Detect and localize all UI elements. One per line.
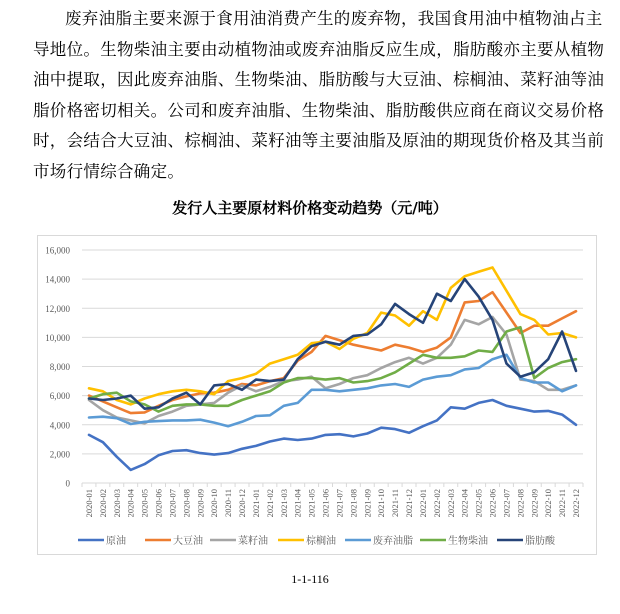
x-tick-label: 2020-07 (167, 489, 178, 518)
y-tick-label: 4,000 (49, 420, 70, 431)
x-tick-label: 2020-10 (209, 489, 220, 518)
paragraph-line: 油中提取，因此废弃油脂、生物柴油、脂肪酸与大豆油、棕榈油、菜籽油等油 (33, 70, 605, 90)
x-tick-label: 2022-02 (431, 489, 442, 518)
x-tick-label: 2022-09 (529, 488, 540, 518)
x-tick-label: 2022-03 (445, 489, 456, 518)
x-tick-label: 2021-08 (348, 489, 359, 518)
x-tick-label: 2020-05 (139, 489, 150, 518)
paragraph-line: 市场行情综合确定。 (33, 161, 185, 181)
x-tick-label: 2021-09 (362, 489, 373, 518)
x-tick-label: 2021-11 (390, 489, 401, 518)
legend-label: 菜籽油 (238, 536, 268, 547)
legend-label: 大豆油 (173, 536, 203, 547)
x-tick-label: 2022-05 (473, 489, 484, 518)
legend-label: 脂肪酸 (525, 536, 555, 547)
chart-container (37, 235, 597, 555)
y-tick-label: 6,000 (49, 391, 70, 402)
y-axis-ticks (45, 246, 70, 489)
x-tick-label: 2022-01 (417, 489, 428, 518)
y-tick-label: 14,000 (45, 274, 70, 285)
x-tick-label: 2022-07 (501, 489, 512, 518)
paragraph-line: 时，会结合大豆油、棕榈油、菜籽油等主要油脂及原油的期现货价格及其当前 (33, 131, 605, 151)
legend-label: 原油 (106, 536, 126, 547)
paragraph-line: 脂价格密切相关。公司和废弃油脂、生物柴油、脂肪酸供应商在商议交易价格 (33, 100, 605, 120)
x-tick-label: 2020-09 (195, 489, 206, 518)
x-tick-label: 2022-10 (543, 489, 554, 518)
x-tick-label: 2020-11 (223, 489, 234, 518)
x-tick-label: 2022-04 (459, 489, 470, 518)
x-tick-label: 2021-02 (264, 489, 275, 518)
paragraph-line: 导地位。生物柴油主要由动植物油或废弃油脂反应生成，脂肪酸亦主要从植物 (33, 39, 605, 59)
x-tick-label: 2021-01 (250, 489, 261, 518)
y-tick-label: 12,000 (45, 303, 70, 314)
x-tick-label: 2022-12 (571, 489, 582, 518)
x-tick-label: 2021-07 (334, 489, 345, 518)
x-tick-label: 2021-12 (404, 489, 415, 518)
page-number: 1-1-116 (291, 572, 329, 586)
x-tick-label: 2020-08 (181, 489, 192, 518)
x-tick-label: 2021-06 (320, 489, 331, 518)
series-line (89, 327, 576, 411)
y-tick-label: 8,000 (49, 362, 70, 372)
x-tick-label: 2021-03 (278, 489, 289, 518)
paragraph-line: 废弃油脂主要来源于食用油消费产生的废弃物，我国食用油中植物油占主 (65, 9, 603, 28)
chart-title: 发行人主要原材料价格变动趋势（元/吨） (172, 199, 448, 217)
x-tick-label: 2022-08 (515, 489, 526, 518)
series-line (89, 317, 576, 423)
x-tick-label: 2021-05 (306, 489, 317, 518)
x-tick-label: 2020-01 (83, 489, 94, 518)
x-tick-label: 2020-04 (125, 489, 136, 518)
y-tick-label: 16,000 (45, 245, 70, 256)
y-tick-label: 0 (65, 478, 70, 489)
x-tick-label: 2022-11 (557, 489, 568, 518)
legend (78, 534, 556, 547)
legend-label: 废弃油脂 (373, 536, 413, 547)
x-tick-label: 2020-02 (97, 489, 108, 518)
x-tick-label: 2020-12 (237, 489, 248, 518)
legend-label: 棕榈油 (306, 536, 336, 547)
x-tick-label: 2020-06 (153, 489, 164, 518)
x-tick-label: 2022-06 (487, 489, 498, 518)
data-series (89, 268, 576, 470)
body-paragraph (33, 4, 605, 188)
x-tick-label: 2020-03 (111, 489, 122, 518)
legend-label: 生物柴油 (448, 536, 488, 547)
x-tick-label: 2021-04 (292, 489, 303, 518)
y-tick-label: 10,000 (45, 332, 70, 343)
x-axis (82, 483, 583, 517)
y-tick-label: 2,000 (49, 449, 70, 460)
line-chart (38, 236, 596, 554)
x-tick-label: 2021-10 (376, 489, 387, 518)
